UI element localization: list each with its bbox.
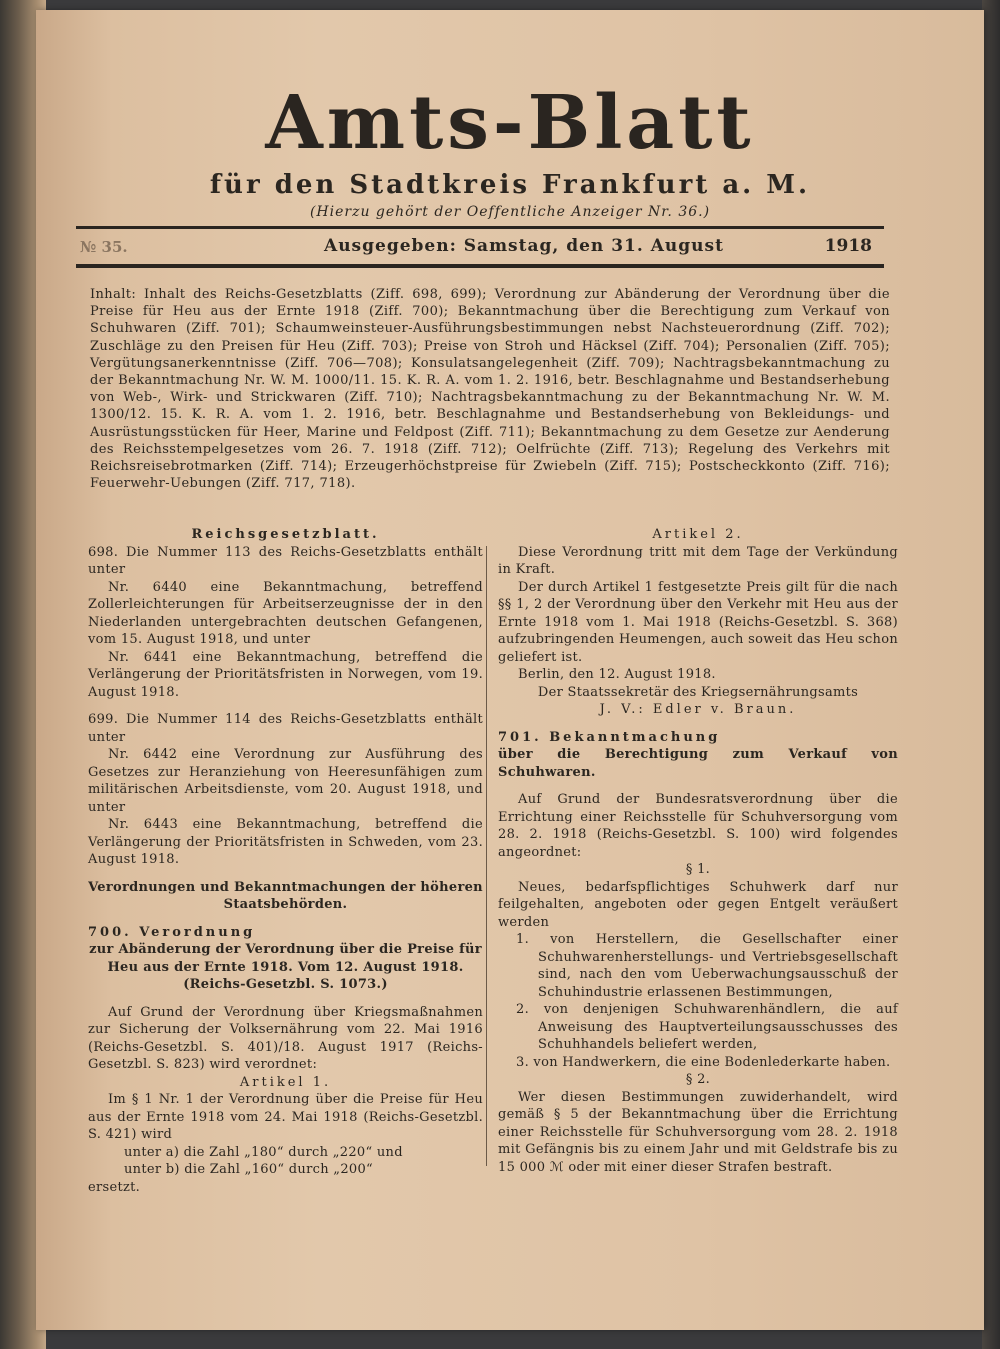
list-item: 1. von Herstellern, die Gesellschafter einer Schuhwarenherstellungs- und Vertriebsgesellschaft sind, nach den vom Ueberwachungsausschuß der Schuhindustrie erlassenen Bestimmungen, bbox=[516, 932, 898, 1000]
issue-date: Ausgegeben: Samstag, den 31. August bbox=[324, 236, 724, 256]
paragraph: ersetzt. bbox=[88, 1179, 141, 1195]
header-rule-bottom bbox=[76, 264, 884, 268]
paragraph: Auf Grund der Verordnung über Kriegsmaßnahmen zur Sicherung der Volksernährung vom 22. Mai 1916 (Reichs-Gesetzbl. S. 401)/18. August 1917 (Reichs-Gesetzbl. S. 823) wird verordnet: bbox=[88, 1004, 483, 1072]
ordinance-701-heading: über die Berechtigung zum Verkauf von Schuhwaren. bbox=[498, 747, 898, 780]
masthead-subtitle: für den Stadtkreis Frankfurt a. M. bbox=[209, 170, 811, 200]
paragraph: Im § 1 Nr. 1 der Verordnung über die Preise für Heu aus der Ernte 1918 vom 24. Mai 1918 (Reichs-Gesetzbl. S. 421) wird bbox=[88, 1092, 483, 1142]
paragraph: Auf Grund der Bundesratsverordnung über die Errichtung einer Reichsstelle für Schuhversorgung vom 28. 2. 1918 (Reichs-Gesetzbl. S. 100) wird folgendes angeordnet: bbox=[498, 792, 898, 860]
paragraph: unter a) die Zahl „180“ durch „220“ und bbox=[124, 1144, 403, 1160]
paragraph: Der durch Artikel 1 festgesetzte Preis gilt für die nach §§ 1, 2 der Verordnung über den Verkehr mit Heu aus der Ernte 1918 vom 1. Mai 1918 (Reichs-Gesetzbl. S. 368) aufzubringenden Heumengen, auch soweit das Heu schon geliefert ist. bbox=[498, 579, 898, 665]
header-rule-top bbox=[76, 226, 884, 229]
paragraph-698: 698. Die Nummer 113 des Reichs-Gesetzblatts enthält unter bbox=[88, 544, 483, 577]
section-heading: Reichsgesetzblatt. bbox=[191, 527, 380, 542]
section-mark: § 1. bbox=[685, 862, 711, 877]
paragraph: unter b) die Zahl „160“ durch „200“ bbox=[124, 1162, 374, 1177]
list-item: 3. von Handwerkern, die eine Bodenlederkarte haben. bbox=[516, 1054, 891, 1070]
issue-number: № 35. bbox=[80, 238, 128, 256]
paragraph: Nr. 6442 eine Verordnung zur Ausführung des Gesetzes zur Heranziehung von Heeresunfähigen zum militärischen Arbeitsdienste, vom 20. August 1918, und unter bbox=[88, 747, 483, 815]
article-heading: Artikel 1. bbox=[239, 1074, 332, 1090]
paragraph: Berlin, den 12. August 1918. bbox=[518, 667, 716, 682]
ordinance-700-number: 700. Verordnung bbox=[88, 924, 256, 940]
table-of-contents: Inhalt: Inhalt des Reichs-Gesetzblatts (Ziff. 698, 699); Verordnung zur Abänderung der Verordnung über die Preise für Heu aus der Ernte 1918 (Ziff. 700); Bekanntmachung über die Berechtigung zum Verkauf von Schuhwaren (Ziff. 701); Schaumweinsteuer-Ausführungsbestimmungen nebst Nachsteuerordnung (Ziff. 702); Zuschläge zu den Preisen für Heu (Ziff. 703); Preise von Stroh und Häcksel (Ziff. 704); Personalien (Ziff. 705); Vergütungsanerkenntnisse (Ziff. 706—708); Konsulatsangelegenheit (Ziff. 709); Nachtragsbekanntmachung zu der Bekanntmachung Nr. W. M. 1000/11. 15. K. R. A. vom 1. 2. 1916, betr. Beschlagnahme und Bestandserhebung von Web-, Wirk- und Strickwaren (Ziff. 710); Nachtragsbekanntmachung zu der Bekanntmachung Nr. W. M. 1300/12. 15. K. R. A. vom 1. 2. 1916, betr. Beschlagnahme und Bestandserhebung von Bekleidungs- und Ausrüstungsstücken für Heer, Marine und Feldpost (Ziff. 711); Bekanntmachung zu dem Gesetze zur Aenderung des Reichsstempelgesetzes vom 26. 7. 1918 (Ziff. 712); Oelfrüchte (Ziff. 713); Regelung des Verkehrs mit Reichsreisebrotmarken (Ziff. 714); Erzeugerhöchstpreise für Zwiebeln (Ziff. 715); Postscheckkonto (Ziff. 716); Feuerwehr-Uebungen (Ziff. 717, 718). bbox=[90, 287, 890, 492]
issue-row bbox=[76, 234, 884, 262]
newspaper-page bbox=[36, 10, 984, 1330]
ordinance-700-heading: zur Abänderung der Verordnung über die Preise für Heu aus der Ernte 1918. Vom 12. August 1918. (Reichs-Gesetzbl. S. 1073.) bbox=[89, 942, 482, 992]
masthead-note: (Hierzu gehört der Oeffentliche Anzeiger Nr. 36.) bbox=[309, 204, 711, 220]
section-mark: § 2. bbox=[685, 1072, 711, 1087]
paragraph: Nr. 6440 eine Bekanntmachung, betreffend Zollerleichterungen für Arbeitserzeugnisse der in den Niederlanden untergebrachten deutschen Gefangenen, vom 15. August 1918, und unter bbox=[88, 579, 483, 647]
masthead-title: Amts-Blatt bbox=[265, 80, 755, 166]
left-column bbox=[88, 526, 483, 1196]
right-column bbox=[498, 526, 898, 1176]
issue-year: 1918 bbox=[824, 236, 872, 256]
paragraph: Neues, bedarfspflichtiges Schuhwerk darf nur feilgehalten, angeboten oder gegen Entgelt veräußert werden bbox=[498, 879, 898, 930]
paragraph: Wer diesen Bestimmungen zuwiderhandelt, wird gemäß § 5 der Bekanntmachung über die Errichtung einer Reichsstelle für Schuhversorgung vom 28. 2. 1918 mit Gefängnis bis zu einem Jahr und mit Geldstrafe bis zu 15 000 ℳ oder mit einer dieser Strafen bestraft. bbox=[498, 1089, 898, 1175]
article-heading: Artikel 2. bbox=[652, 527, 744, 542]
paragraph-699: 699. Die Nummer 114 des Reichs-Gesetzblatts enthält unter bbox=[88, 712, 483, 745]
ordinance-701-number: 701. Bekanntmachung bbox=[498, 729, 721, 745]
book-edge bbox=[982, 0, 1000, 1349]
section-heading: Verordnungen und Bekanntmachungen der höheren Staatsbehörden. bbox=[88, 879, 483, 912]
paragraph: Diese Verordnung tritt mit dem Tage der Verkündung in Kraft. bbox=[498, 544, 898, 577]
signature-name: J. V.: Edler v. Braun. bbox=[599, 702, 797, 717]
paragraph: Nr. 6443 eine Bekanntmachung, betreffend die Verlängerung der Prioritätsfristen in Schweden, vom 23. August 1918. bbox=[88, 817, 483, 867]
column-divider bbox=[486, 546, 487, 1166]
list-item: 2. von denjenigen Schuhwarenhändlern, die auf Anweisung des Hauptverteilungsausschusses des Schuhhandels beliefert werden, bbox=[516, 1002, 898, 1052]
signature-line: Der Staatssekretär des Kriegsernährungsamts bbox=[537, 684, 859, 700]
paragraph: Nr. 6441 eine Bekanntmachung, betreffend die Verlängerung der Prioritätsfristen in Norwegen, vom 19. August 1918. bbox=[88, 649, 483, 700]
